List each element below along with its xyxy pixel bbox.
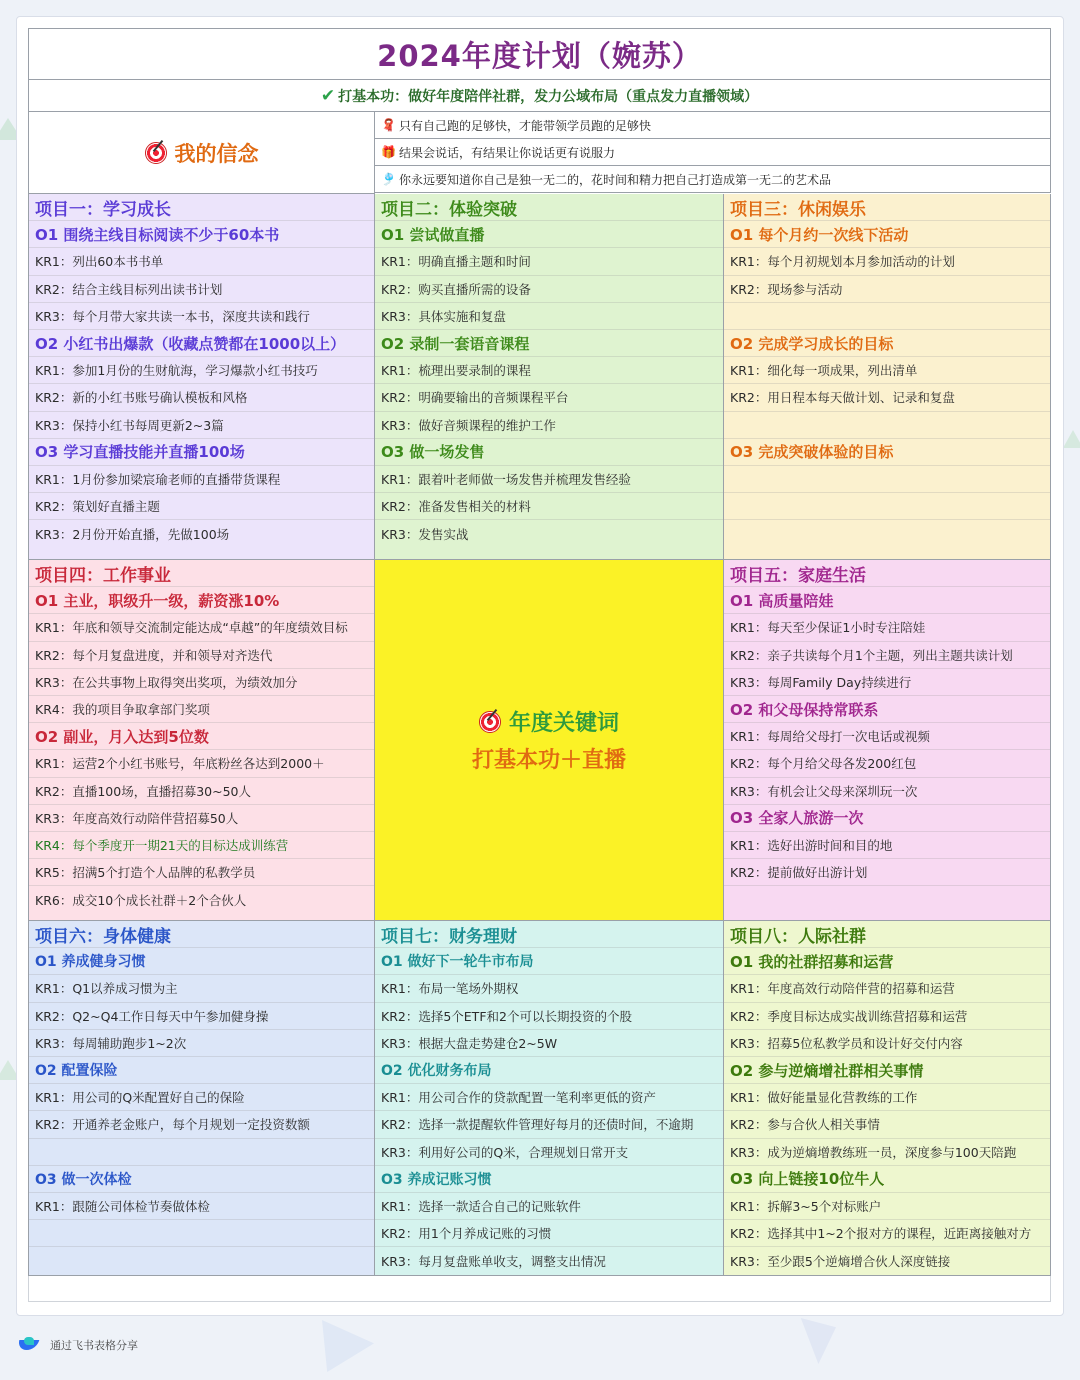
key-result-row: KR1：细化每一项成果，列出清单 bbox=[724, 357, 1050, 384]
project-title: 项目三：休闲娱乐 bbox=[724, 194, 1050, 221]
key-result-row: KR2：直播100场，直播招募30~50人 bbox=[29, 778, 374, 805]
key-result-row bbox=[724, 886, 1050, 913]
key-result-row: KR1：年度高效行动陪伴营的招募和运营 bbox=[724, 975, 1050, 1002]
objective-row: O2 完成学习成长的目标 bbox=[724, 330, 1050, 357]
key-result-row: KR1：年底和领导交流制定能达成“卓越”的年度绩效目标 bbox=[29, 614, 374, 641]
objective-row: O2 录制一套语音课程 bbox=[375, 330, 723, 357]
belief-text: 只有自己跑的足够快，才能带领学员跑的足够快 bbox=[398, 118, 651, 133]
project-block-1 bbox=[28, 194, 375, 560]
key-result-row bbox=[29, 1247, 374, 1274]
key-result-row: KR1：参加1月份的生财航海，学习爆款小红书技巧 bbox=[29, 357, 374, 384]
objective-row: O3 学习直播技能并直播100场 bbox=[29, 439, 374, 466]
key-result-row: KR2：准备发售相关的材料 bbox=[375, 493, 723, 520]
scarf-icon: 🧣 bbox=[381, 118, 396, 132]
objective-row: O1 养成健身习惯 bbox=[29, 948, 374, 975]
project-title: 项目四：工作事业 bbox=[29, 560, 374, 587]
belief-text: 结果会说话，有结果让你说话更有说服力 bbox=[398, 145, 615, 160]
key-result-row: KR1：梳理出要录制的课程 bbox=[375, 357, 723, 384]
key-result-row: KR2：参与合伙人相关事情 bbox=[724, 1111, 1050, 1138]
key-result-row: KR1：Q1以养成习惯为主 bbox=[29, 975, 374, 1002]
annual-keywords-cell bbox=[375, 560, 724, 921]
key-result-row: KR4：我的项目争取拿部门奖项 bbox=[29, 696, 374, 723]
project-title: 项目六：身体健康 bbox=[29, 921, 374, 948]
footer-text[interactable]: 通过飞书表格分享 bbox=[50, 1339, 138, 1352]
key-result-row: KR2：结合主线目标列出读书计划 bbox=[29, 276, 374, 303]
key-result-row: KR2：每个月复盘进度，并和领导对齐迭代 bbox=[29, 642, 374, 669]
target-icon bbox=[145, 142, 167, 164]
keywords-label: 年度关键词 bbox=[508, 711, 619, 736]
objective-row: O2 配置保险 bbox=[29, 1057, 374, 1084]
gift-icon: 🎁 bbox=[381, 145, 396, 159]
key-result-row: KR3：成为逆熵增教练班一员，深度参与100天陪跑 bbox=[724, 1139, 1050, 1166]
target-icon bbox=[479, 711, 501, 733]
key-result-row bbox=[724, 412, 1050, 439]
key-result-row: KR3：利用好公司的Q米，合理规划日常开支 bbox=[375, 1139, 723, 1166]
key-result-row: KR3：根据大盘走势建仓2~5W bbox=[375, 1030, 723, 1057]
page-title: 2024年度计划（婉苏） bbox=[28, 28, 1051, 80]
key-result-row: KR3：每个月带大家共读一本书，深度共读和践行 bbox=[29, 303, 374, 330]
key-result-row: KR2：Q2~Q4工作日每天中午参加健身操 bbox=[29, 1003, 374, 1030]
background-decoration bbox=[1063, 430, 1080, 448]
objective-row: O3 全家人旅游一次 bbox=[724, 805, 1050, 832]
project-title: 项目一：学习成长 bbox=[29, 194, 374, 221]
key-result-row: KR3：保持小红书每周更新2~3篇 bbox=[29, 412, 374, 439]
belief-item bbox=[375, 166, 1051, 193]
belief-item bbox=[375, 112, 1051, 139]
objective-row: O2 优化财务布局 bbox=[375, 1057, 723, 1084]
checkmark-icon: ✔ bbox=[320, 85, 336, 106]
key-result-row: KR4：每个季度开一期21天的目标达成训练营 bbox=[29, 832, 374, 859]
subtitle-row bbox=[28, 80, 1051, 112]
objective-row: O3 向上链接10位牛人 bbox=[724, 1166, 1050, 1193]
key-result-row: KR1：每天至少保证1小时专注陪娃 bbox=[724, 614, 1050, 641]
project-block-3 bbox=[724, 194, 1051, 560]
empty-row bbox=[28, 1276, 1051, 1302]
key-result-row: KR3：至少跟5个逆熵增合伙人深度链接 bbox=[730, 1253, 951, 1269]
beliefs-label-text: 我的信念 bbox=[174, 141, 259, 166]
project-block-6 bbox=[28, 921, 375, 1276]
key-result-row: KR2：明确要输出的音频课程平台 bbox=[375, 384, 723, 411]
keywords-title bbox=[479, 706, 619, 737]
objective-row: O2 副业，月入达到5位数 bbox=[29, 723, 374, 750]
objective-row: O1 围绕主线目标阅读不少于60本书 bbox=[29, 221, 374, 248]
key-result-row: KR6：成交10个成长社群＋2个合伙人 bbox=[35, 892, 247, 908]
key-result-row: KR1：每个月初规划本月参加活动的计划 bbox=[724, 248, 1050, 275]
objective-row: O1 尝试做直播 bbox=[375, 221, 723, 248]
key-result-row: KR2：提前做好出游计划 bbox=[724, 859, 1050, 886]
footer[interactable] bbox=[18, 1337, 138, 1353]
key-result-row bbox=[724, 493, 1050, 520]
key-result-row bbox=[29, 1139, 374, 1166]
key-result-row: KR5：招满5个打造个人品牌的私教学员 bbox=[29, 859, 374, 886]
background-decoration bbox=[792, 1318, 836, 1364]
key-result-row: KR2：选择5个ETF和2个可以长期投资的个股 bbox=[375, 1003, 723, 1030]
project-title: 项目八：人际社群 bbox=[724, 921, 1050, 948]
key-result-row: KR2：用1个月养成记账的习惯 bbox=[375, 1220, 723, 1247]
objective-row: O1 每个月约一次线下活动 bbox=[724, 221, 1050, 248]
objective-row: O2 小红书出爆款（收藏点赞都在1000以上） bbox=[29, 330, 374, 357]
beliefs-label bbox=[28, 112, 375, 194]
objective-row: O1 做好下一轮牛市布局 bbox=[375, 948, 723, 975]
key-result-row: KR1：跟着叶老师做一场发售并梳理发售经验 bbox=[375, 466, 723, 493]
project-block-4 bbox=[28, 560, 375, 921]
objective-row: O1 我的社群招募和运营 bbox=[724, 948, 1050, 975]
key-result-row: KR1：布局一笔场外期权 bbox=[375, 975, 723, 1002]
project-block-8 bbox=[724, 921, 1051, 1276]
subtitle-text: 打基本功：做好年度陪伴社群，发力公域布局（重点发力直播领域） bbox=[338, 88, 759, 105]
background-decoration bbox=[322, 1320, 374, 1372]
project-block-2 bbox=[375, 194, 724, 560]
key-result-row: KR1：跟随公司体检节奏做体检 bbox=[29, 1193, 374, 1220]
objective-row: O3 完成突破体验的目标 bbox=[724, 439, 1050, 466]
wind-chime-icon: 🎐 bbox=[381, 172, 396, 186]
key-result-row bbox=[724, 466, 1050, 493]
key-result-row: KR1：选择一款适合自己的记账软件 bbox=[375, 1193, 723, 1220]
keywords-text: 打基本功＋直播 bbox=[471, 748, 626, 773]
key-result-row bbox=[724, 520, 1050, 547]
key-result-row: KR1：拆解3~5个对标账户 bbox=[724, 1193, 1050, 1220]
key-result-row: KR3：发售实战 bbox=[381, 526, 469, 542]
key-result-row bbox=[724, 303, 1050, 330]
key-result-row: KR3：在公共事物上取得突出奖项，为绩效加分 bbox=[29, 669, 374, 696]
key-result-row: KR1：1月份参加梁宸瑜老师的直播带货课程 bbox=[29, 466, 374, 493]
key-result-row: KR1：明确直播主题和时间 bbox=[375, 248, 723, 275]
key-result-row: KR2：每个月给父母各发200红包 bbox=[724, 750, 1050, 777]
key-result-row: KR1：用公司合作的贷款配置一笔利率更低的资产 bbox=[375, 1084, 723, 1111]
key-result-row: KR2：亲子共读每个月1个主题，列出主题共读计划 bbox=[724, 642, 1050, 669]
key-result-row: KR3：每周Family Day持续进行 bbox=[724, 669, 1050, 696]
key-result-row: KR2：用日程本每天做计划、记录和复盘 bbox=[724, 384, 1050, 411]
key-result-row: KR3：做好音频课程的维护工作 bbox=[375, 412, 723, 439]
project-title: 项目七：财务理财 bbox=[375, 921, 723, 948]
key-result-row: KR2：选择其中1~2个报对方的课程，近距离接触对方 bbox=[724, 1220, 1050, 1247]
objective-row: O3 做一次体检 bbox=[29, 1166, 374, 1193]
objective-row: O1 主业，职级升一级，薪资涨10% bbox=[29, 587, 374, 614]
key-result-row: KR2：策划好直播主题 bbox=[29, 493, 374, 520]
key-result-row: KR1：做好能量显化营教练的工作 bbox=[724, 1084, 1050, 1111]
key-result-row: KR2：开通养老金账户，每个月规划一定投资数额 bbox=[29, 1111, 374, 1138]
key-result-row bbox=[29, 1220, 374, 1247]
key-result-row: KR2：季度目标达成实战训练营招募和运营 bbox=[724, 1003, 1050, 1030]
key-result-row: KR3：每周辅助跑步1~2次 bbox=[29, 1030, 374, 1057]
key-result-row: KR3：具体实施和复盘 bbox=[375, 303, 723, 330]
key-result-row: KR3：每月复盘账单收支，调整支出情况 bbox=[381, 1253, 606, 1269]
key-result-row: KR3：有机会让父母来深圳玩一次 bbox=[724, 778, 1050, 805]
belief-item bbox=[375, 139, 1051, 166]
key-result-row: KR2：购买直播所需的设备 bbox=[375, 276, 723, 303]
feishu-logo-icon bbox=[18, 1337, 38, 1353]
key-result-row: KR2：选择一款提醒软件管理好每月的还债时间，不逾期 bbox=[375, 1111, 723, 1138]
key-result-row: KR3：2月份开始直播，先做100场 bbox=[35, 526, 230, 542]
key-result-row: KR2：现场参与活动 bbox=[724, 276, 1050, 303]
belief-text: 你永远要知道你自己是独一无二的，花时间和精力把自己打造成第一无二的艺术品 bbox=[398, 172, 831, 187]
objective-row: O2 和父母保持常联系 bbox=[724, 696, 1050, 723]
key-result-row: KR2：新的小红书账号确认模板和风格 bbox=[29, 384, 374, 411]
key-result-row: KR1：用公司的Q米配置好自己的保险 bbox=[29, 1084, 374, 1111]
objective-row: O1 高质量陪娃 bbox=[724, 587, 1050, 614]
project-title: 项目五：家庭生活 bbox=[724, 560, 1050, 587]
key-result-row: KR3：年度高效行动陪伴营招募50人 bbox=[29, 805, 374, 832]
objective-row: O3 养成记账习惯 bbox=[375, 1166, 723, 1193]
objective-row: O2 参与逆熵增社群相关事情 bbox=[724, 1057, 1050, 1084]
key-result-row: KR1：列出60本书书单 bbox=[29, 248, 374, 275]
key-result-row: KR1：每周给父母打一次电话或视频 bbox=[724, 723, 1050, 750]
key-result-row: KR1：运营2个小红书账号，年底粉丝各达到2000＋ bbox=[29, 750, 374, 777]
project-block-5 bbox=[724, 560, 1051, 921]
project-title: 项目二：体验突破 bbox=[375, 194, 723, 221]
objective-row: O3 做一场发售 bbox=[375, 439, 723, 466]
project-block-7 bbox=[375, 921, 724, 1276]
key-result-row: KR3：招募5位私教学员和设计好交付内容 bbox=[724, 1030, 1050, 1057]
key-result-row: KR1：选好出游时间和目的地 bbox=[724, 832, 1050, 859]
